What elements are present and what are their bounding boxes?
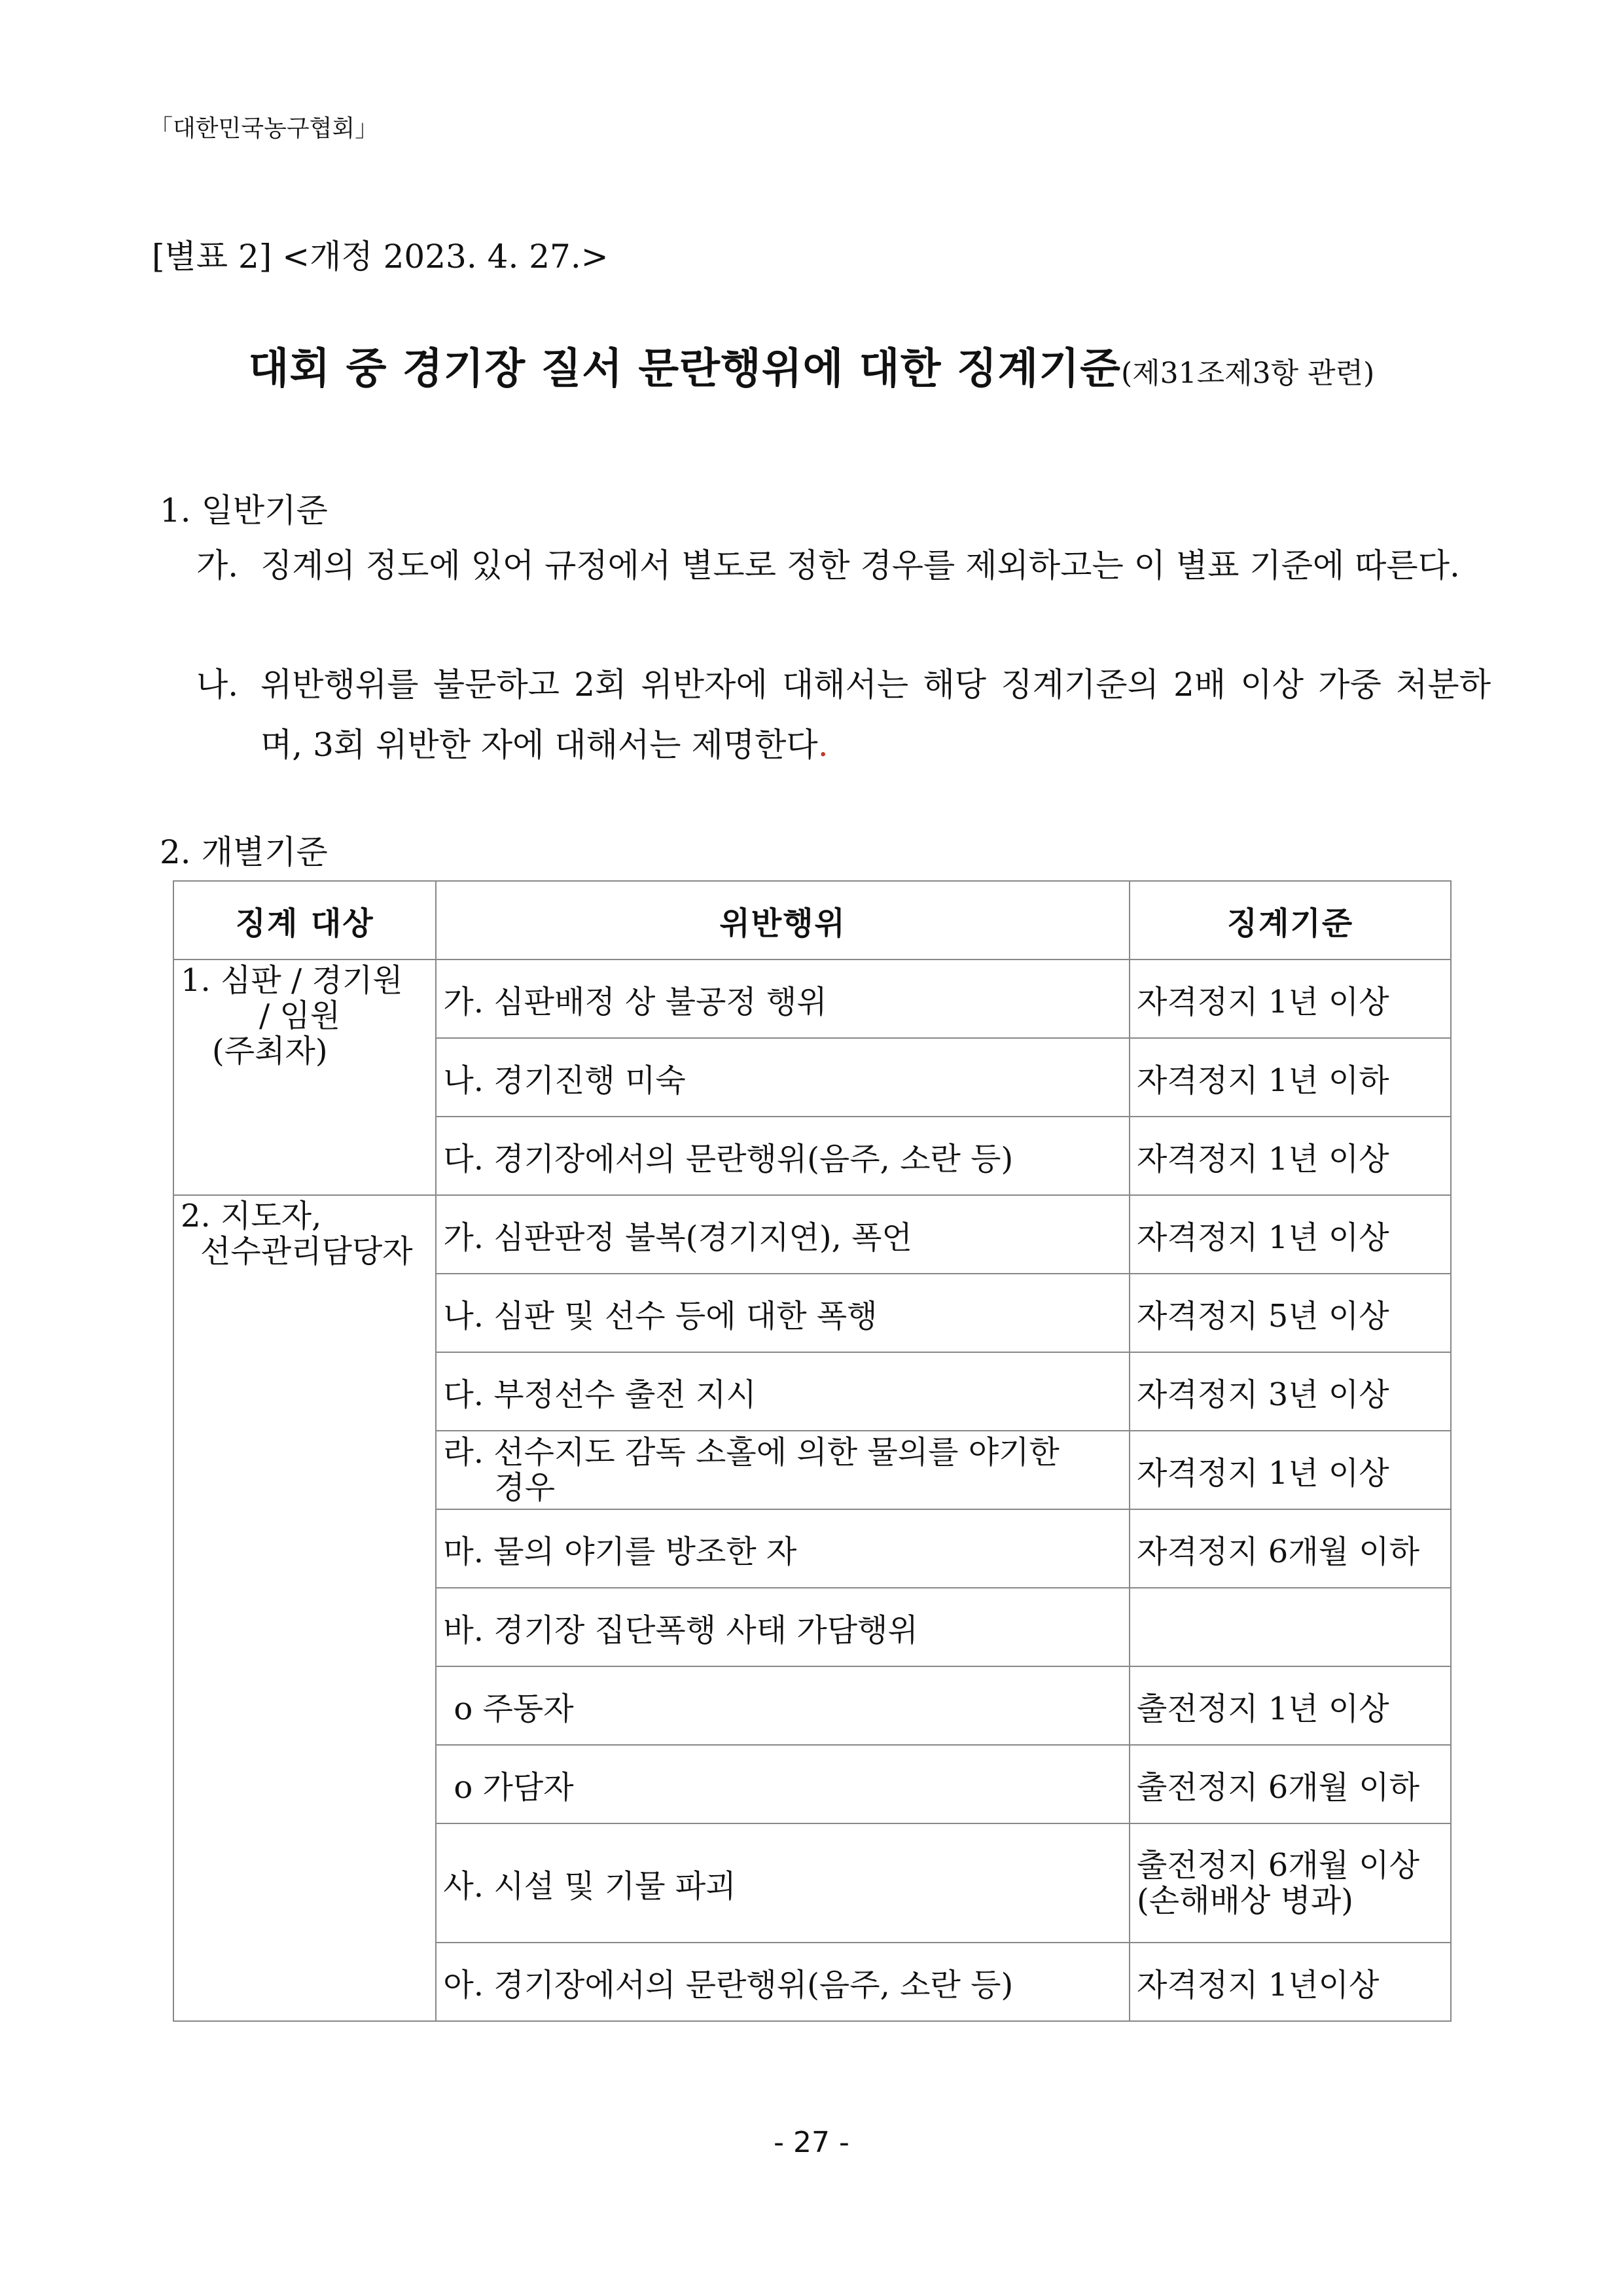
violation-cell: o 가담자 [436, 1745, 1130, 1823]
violation-line: 경우 [494, 1469, 556, 1506]
title-main: 대회 중 경기장 질서 문란행위에 대한 징계기준 [248, 345, 1121, 393]
item-mark: 나. [196, 666, 239, 704]
target-line: 선수관리담당자 [200, 1233, 413, 1270]
penalty-line: (손해배상 병과) [1137, 1882, 1353, 1919]
target-line: / 임원 [259, 997, 341, 1034]
item-mark: 가. [196, 547, 239, 584]
violation-cell: 사. 시설 및 기물 파괴 [436, 1823, 1130, 1943]
page-number: - 27 - [774, 2126, 849, 2159]
penalty-cell: 자격정지 1년이상 [1130, 1943, 1451, 2021]
header-violation: 위반행위 [436, 881, 1130, 960]
penalty-cell: 자격정지 3년 이상 [1130, 1352, 1451, 1431]
item-text [260, 655, 1491, 775]
penalty-cell: 자격정지 6개월 이하 [1130, 1509, 1451, 1588]
document-title [0, 335, 1623, 395]
penalty-cell [1130, 1588, 1451, 1666]
penalty-cell: 자격정지 1년 이하 [1130, 1038, 1451, 1117]
penalty-cell: 자격정지 1년 이상 [1130, 1195, 1451, 1274]
violation-cell: 바. 경기장 집단폭행 사태 가담행위 [436, 1588, 1130, 1666]
penalty-cell: 자격정지 1년 이상 [1130, 960, 1451, 1038]
violation-cell: 아. 경기장에서의 문란행위(음주, 소란 등) [436, 1943, 1130, 2021]
organization-header: 「대한민국농구협회」 [149, 115, 379, 142]
table-header-row [173, 881, 1451, 960]
penalty-cell: 출전정지 6개월 이하 [1130, 1745, 1451, 1823]
violation-cell: 나. 심판 및 선수 등에 대한 폭행 [436, 1274, 1130, 1352]
penalty-cell: 자격정지 5년 이상 [1130, 1274, 1451, 1352]
violation-cell: o 주동자 [436, 1666, 1130, 1745]
violation-cell: 마. 물의 야기를 방조한 자 [436, 1509, 1130, 1588]
section1-heading: 1. 일반기준 [160, 492, 328, 529]
target-line: 1. 심판 / 경기원 [181, 962, 403, 999]
target-cell-coach [173, 1195, 436, 2021]
item-text-body: 위반행위를 불문하고 2회 위반자에 대해서는 해당 징계기준의 2배 이상 가중 처분하며, 3회 위반한 자에 대해서는 제명한다 [260, 666, 1491, 764]
target-cell-referee [173, 960, 436, 1195]
table-row [173, 1195, 1451, 1274]
item-text-end: . [817, 726, 829, 764]
header-penalty: 징계기준 [1130, 881, 1451, 960]
violation-cell: 나. 경기진행 미숙 [436, 1038, 1130, 1117]
penalty-line: 출전정지 6개월 이상 [1137, 1847, 1420, 1884]
annex-label: [별표 2] <개정 2023. 4. 27.> [152, 238, 609, 276]
violation-cell: 다. 경기장에서의 문란행위(음주, 소란 등) [436, 1117, 1130, 1195]
table-row [173, 960, 1451, 1038]
discipline-standards-table [173, 880, 1452, 2022]
penalty-cell: 출전정지 1년 이상 [1130, 1666, 1451, 1745]
penalty-cell [1130, 1823, 1451, 1943]
violation-line: 라. 선수지도 감독 소홀에 의한 물의를 야기한 [443, 1434, 1060, 1471]
item-text: 징계의 정도에 있어 규정에서 별도로 정한 경우를 제외하고는 이 별표 기준에 따른다. [260, 547, 1460, 584]
header-target: 징계 대상 [173, 881, 436, 960]
section2-heading: 2. 개별기준 [160, 833, 328, 871]
violation-cell: 가. 심판판정 불복(경기지연), 폭언 [436, 1195, 1130, 1274]
violation-cell: 가. 심판배정 상 불공정 행위 [436, 960, 1130, 1038]
penalty-cell: 자격정지 1년 이상 [1130, 1117, 1451, 1195]
target-line: (주최자) [212, 1033, 328, 1069]
violation-cell: 다. 부정선수 출전 지시 [436, 1352, 1130, 1431]
title-subtitle: (제31조제3항 관련) [1121, 357, 1375, 390]
target-line: 2. 지도자, [181, 1198, 322, 1234]
penalty-cell: 자격정지 1년 이상 [1130, 1431, 1451, 1509]
violation-cell [436, 1431, 1130, 1509]
